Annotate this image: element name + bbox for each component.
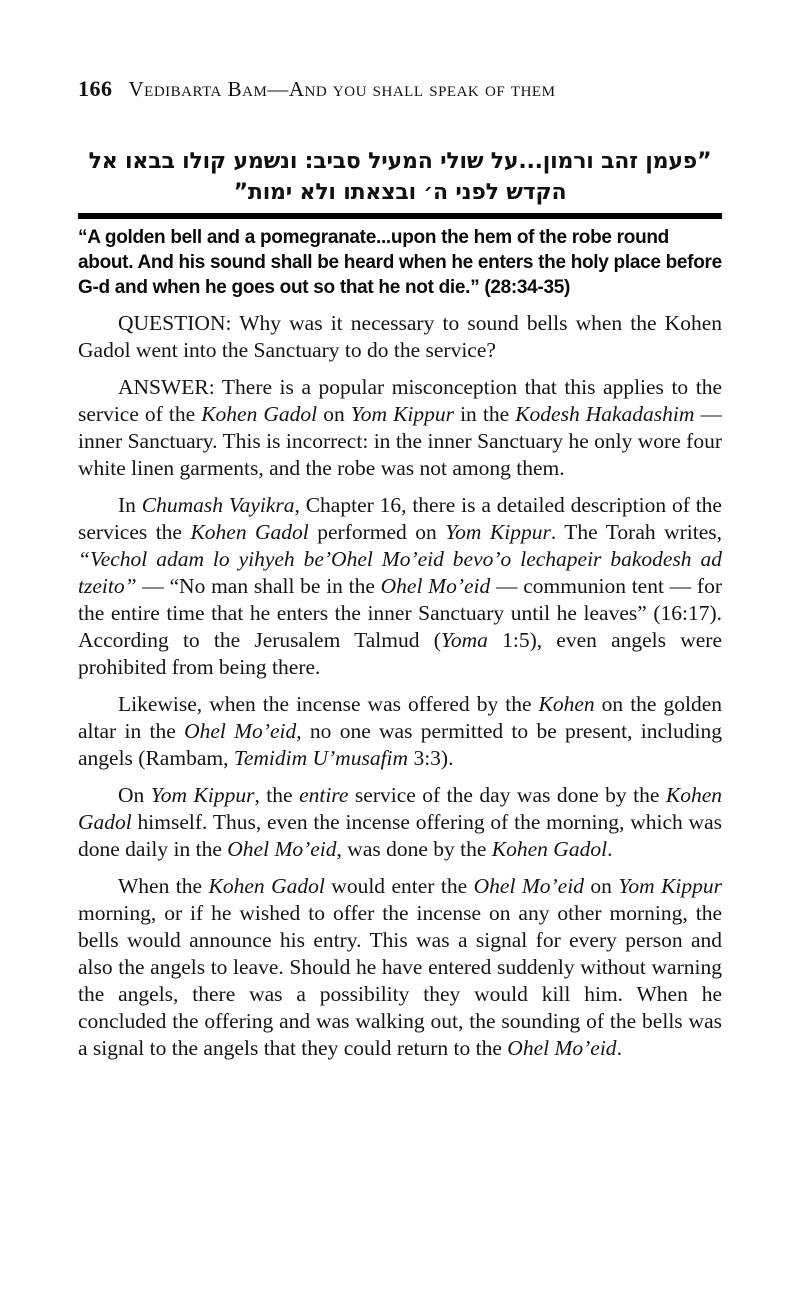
hebrew-verse-heading [78,146,722,208]
body-paragraph: Likewise, when the incense was offered by the Kohen on the golden altar in the Ohel Mo’eid, no one was permitted to be present, including angels (Rambam, Temidim U’musafim 3:3). [78,692,722,770]
question-paragraph: QUESTION: Why was it necessary to sound bells when the Kohen Gadol went into the Sanctuary to do the service? [78,311,722,362]
answer-paragraph: ANSWER: There is a popular misconception that this applies to the service of the Kohen Gadol on Yom Kippur in the Kodesh Hakadashim — inner Sanctuary. This is incorrect: in the inner Sanctuary he only wore four white linen garments, and the robe was not among them. [78,375,722,480]
page-number: 166 [78,76,113,101]
body-paragraph: When the Kohen Gadol would enter the Ohel Mo’eid on Yom Kippur morning, or if he wished to offer the incense on any other morning, the bells would announce his entry. This was a signal for every person and also the angels to leave. Should he have entered suddenly without warning the angels, there was a possibility they would kill him. When he concluded the offering and was walking out, the sounding of the bells was a signal to the angels that they could return to the Ohel Mo’eid. [78,874,722,1060]
body-text [78,310,722,1062]
heading-divider-rule [78,213,722,219]
hebrew-verse-line-2: הקדש לפני ה׳ ובצאתו ולא ימות” [233,180,567,205]
body-paragraph: In Chumash Vayikra, Chapter 16, there is a detailed description of the services the Kohen Gadol performed on Yom Kippur. The Torah writes, “Vechol adam lo yihyeh be’Ohel Mo’eid bevo’o lechapeir bakodesh ad tzeito” — “No man shall be in the Ohel Mo’eid — communion tent — for the entire time that he enters the inner Sanctuary until he leaves” (16:17). According to the Jerusalem Talmud (Yoma 1:5), even angels were prohibited from being there. [78,493,723,679]
verse-translation: “A golden bell and a pomegranate...upon the hem of the robe round about. And his sound shall be heard when he enters the holy place before G-d and when he goes out so that he not die.” (28:34-35) [78,227,722,298]
running-head [78,76,722,102]
body-paragraph: On Yom Kippur, the entire service of the day was done by the Kohen Gadol himself. Thus, even the incense offering of the morning, which was done daily in the Ohel Mo’eid, was done by the Kohen Gadol. [78,783,722,861]
running-title: Vedibarta Bam—And you shall speak of them [128,77,556,101]
hebrew-verse-line-1: ”פעמן זהב ורמון...על שולי המעיל סביב: ונשמע קולו בבאו אל [88,149,712,174]
